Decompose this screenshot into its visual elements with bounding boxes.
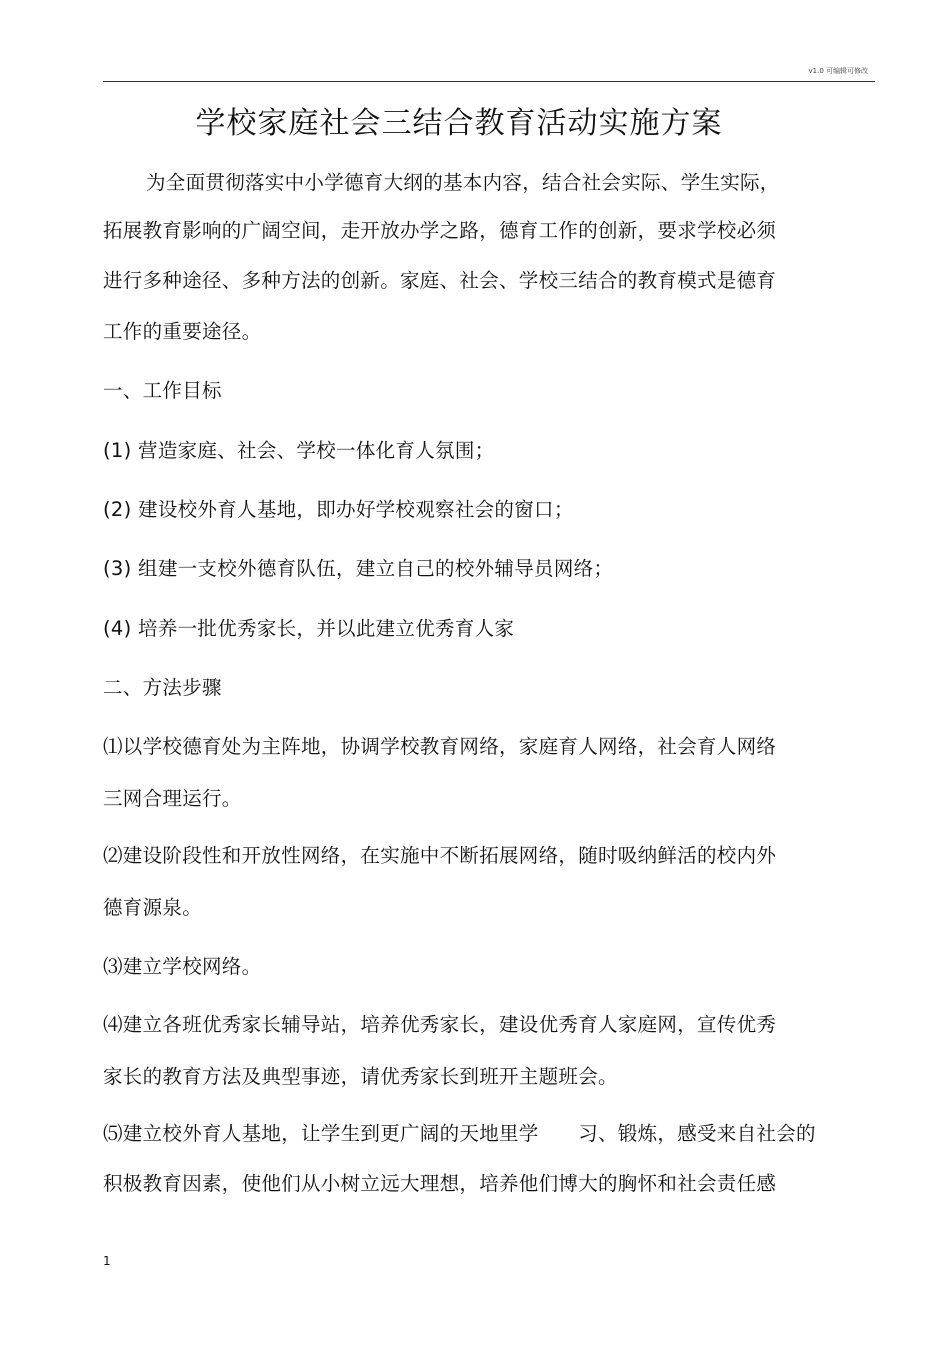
goal-item: (1) 营造家庭、社会、学校一体化育人氛围；	[103, 439, 495, 462]
step-line: ⑷建立各班优秀家长辅导站，培养优秀家长，建设优秀育人家庭网，宣传优秀	[103, 1013, 777, 1036]
goal-item: (4) 培养一批优秀家长，并以此建立优秀育人家	[103, 617, 515, 640]
intro-line: 工作的重要途径。	[103, 320, 262, 343]
step-line: 家长的教育方法及典型事迹，请优秀家长到班开主题班会。	[103, 1065, 618, 1088]
step-line: ⑸建立校外育人基地，让学生到更广阔的天地里学 习、锻炼，感受来自社会的	[103, 1122, 816, 1145]
intro-line: 进行多种途径、多种方法的创新。家庭、社会、学校三结合的教育模式是德育	[103, 269, 777, 292]
step-line: 三网合理运行。	[103, 787, 242, 810]
page-number: 1	[103, 1254, 111, 1268]
section-heading-goals: 一、工作目标	[103, 379, 222, 402]
step-line: 德育源泉。	[103, 896, 203, 919]
header-rule	[103, 81, 875, 82]
step-line: ⑵建设阶段性和开放性网络，在实施中不断拓展网络，随时吸纳鲜活的校内外	[103, 844, 777, 867]
step-line: ⑴以学校德育处为主阵地，协调学校教育网络，家庭育人网络，社会育人网络	[103, 735, 777, 758]
document-title: 学校家庭社会三结合教育活动实施方案	[195, 106, 723, 141]
section-heading-steps: 二、方法步骤	[103, 676, 222, 699]
version-label: v1.0 可编辑可修改	[808, 67, 868, 75]
step-line: ⑶建立学校网络。	[103, 955, 262, 978]
goal-item: (3) 组建一支校外德育队伍，建立自己的校外辅导员网络；	[103, 557, 614, 580]
intro-line: 拓展教育影响的广阔空间，走开放办学之路，德育工作的创新，要求学校必须	[103, 219, 777, 242]
intro-line: 为全面贯彻落实中小学德育大纲的基本内容，结合社会实际、学生实际，	[146, 171, 780, 194]
goal-item: (2) 建设校外育人基地，即办好学校观察社会的窗口；	[103, 498, 574, 521]
step-line: 积极教育因素，使他们从小树立远大理想，培养他们博大的胸怀和社会责任感	[103, 1172, 777, 1195]
